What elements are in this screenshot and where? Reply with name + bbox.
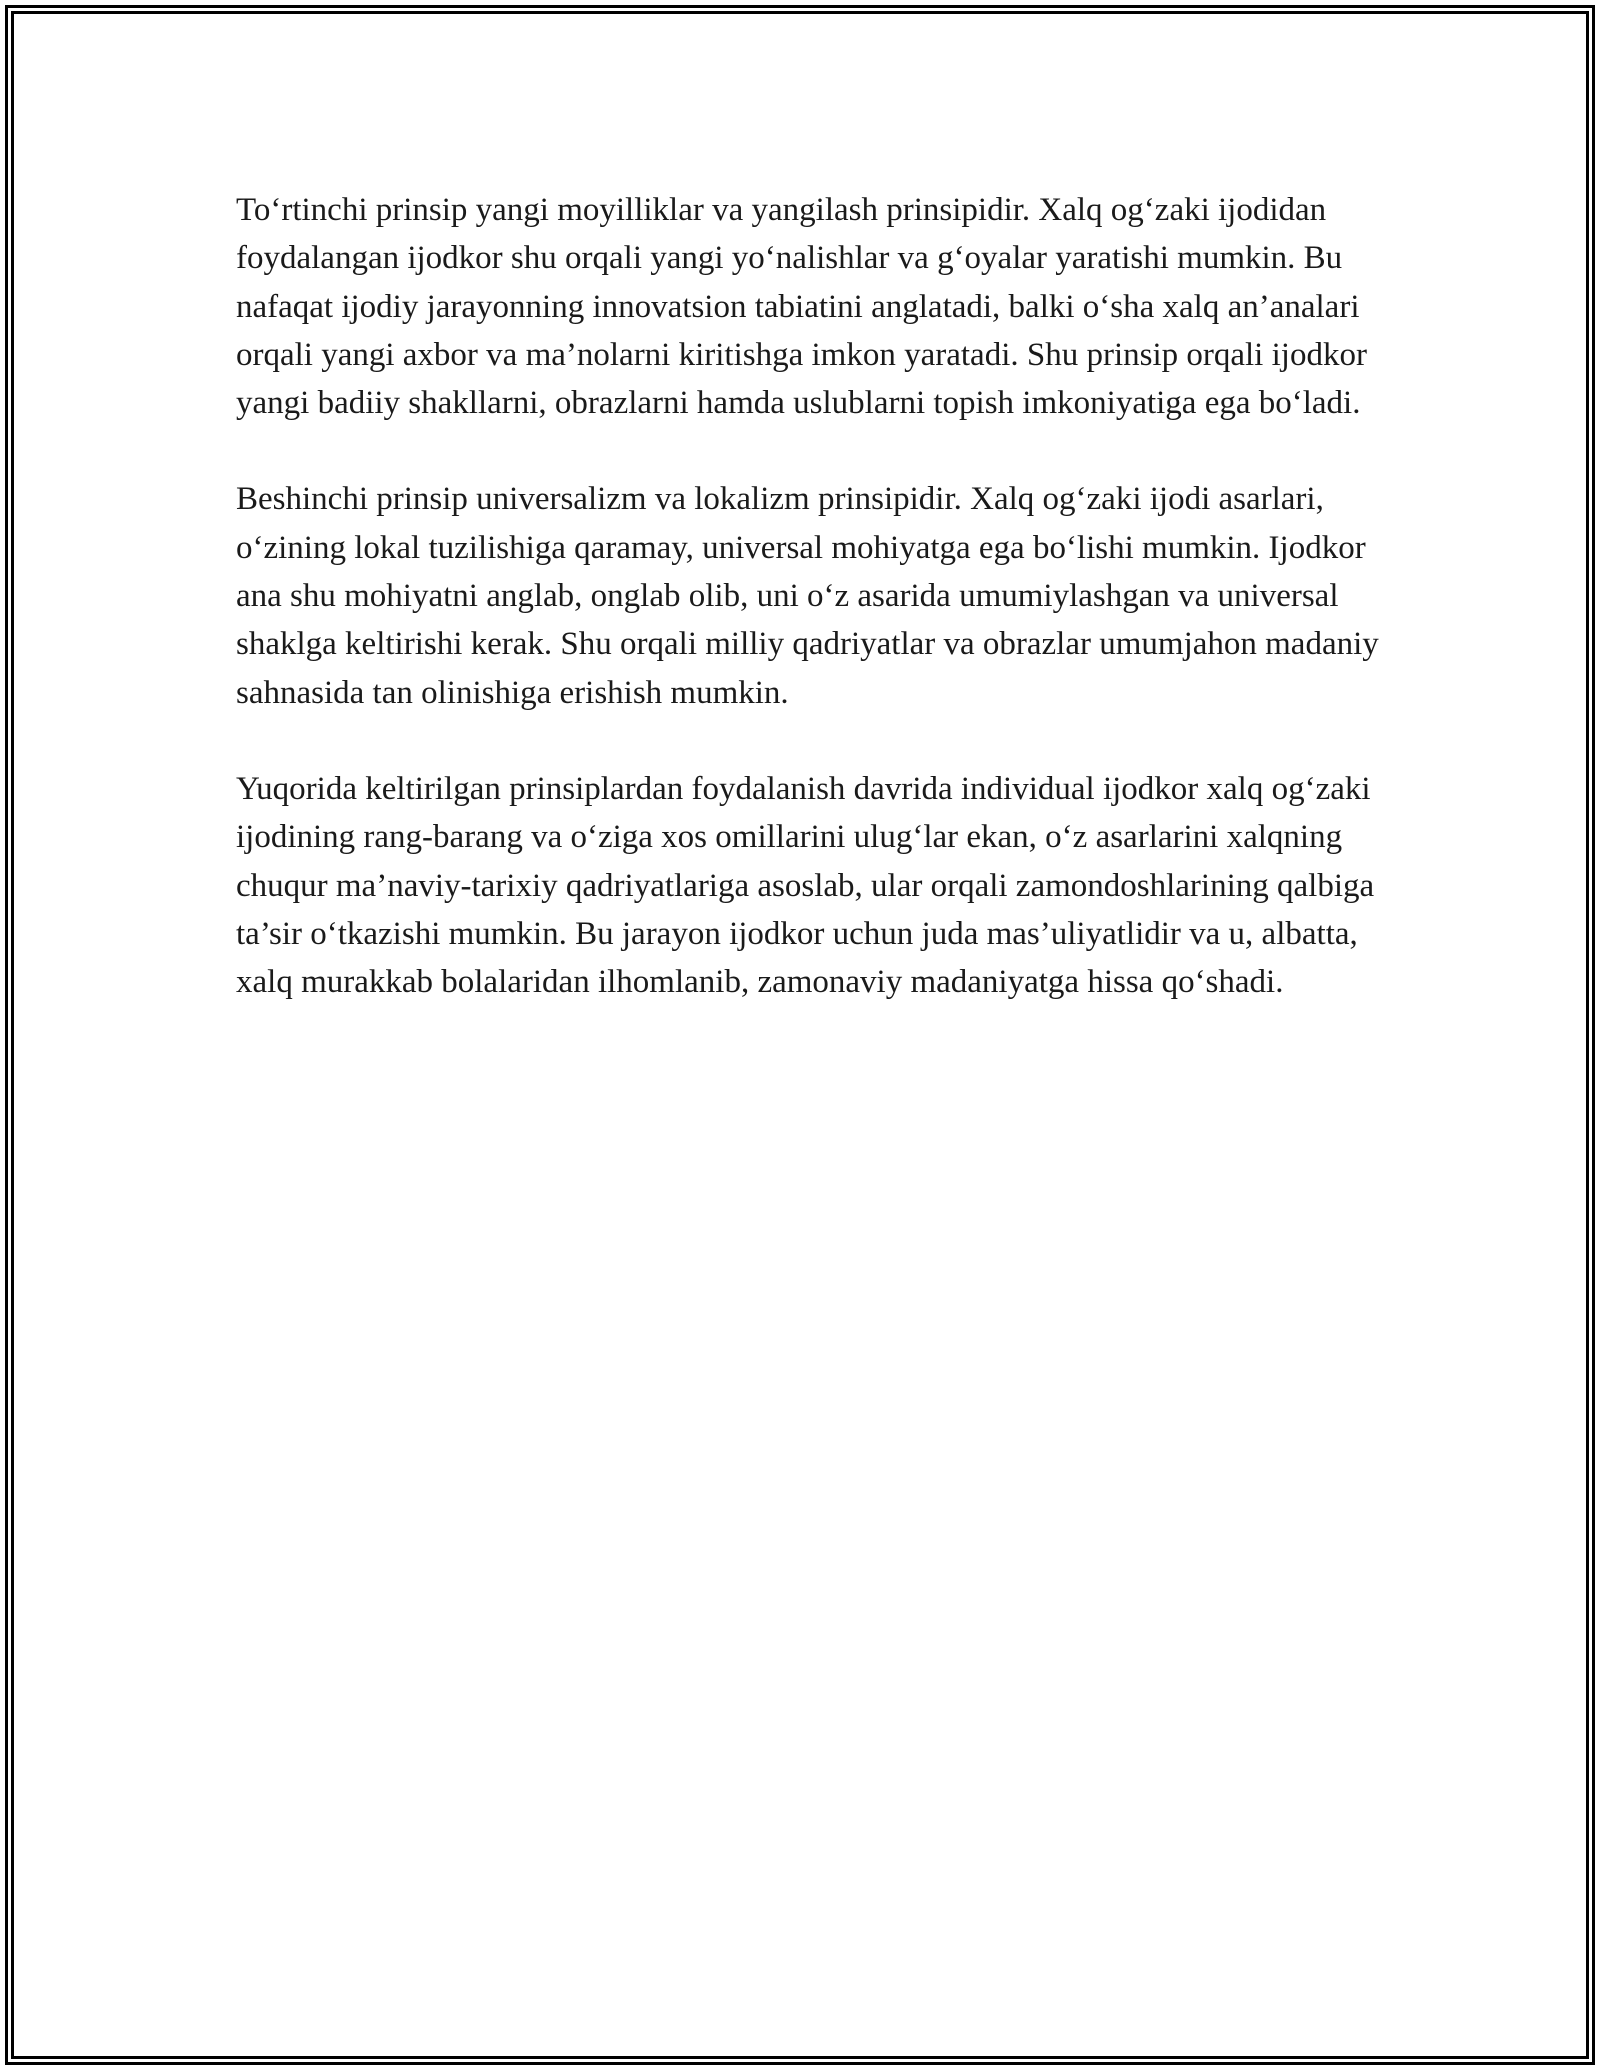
paragraph-2: Beshinchi prinsip universalizm va lokalizm prinsipidir. Xalq og‘zaki ijodi asarlari, o‘zining lokal tuzilishiga qaramay, universal mohiyatga ega bo‘lishi mumkin. Ijodkor ana shu mohiyatni anglab, onglab olib, uni o‘z asarida umumiylashgan va universal shaklga keltirishi kerak. Shu orqali milliy qadriyatlar va obrazlar umumjahon madaniy sahnasida tan olinishiga erishish mumkin. <box>236 481 1379 711</box>
paragraph-3: Yuqorida keltirilgan prinsiplardan foydalanish davrida individual ijodkor xalq og‘zaki ijodining rang-barang va o‘ziga xos omillarini ulug‘lar ekan, o‘z asarlarini xalqning chuqur ma’naviy-tarixiy qadriyatlariga asoslab, ular orqali zamondoshlarining qalbiga ta’sir o‘tkazishi mumkin. Bu jarayon ijodkor uchun juda mas’uliyatlidir va u, albatta, xalq murakkab bolalaridan ilhomlanib, zamonaviy madaniyatga hissa qo‘shadi. <box>236 770 1375 1001</box>
paragraph-1: To‘rtinchi prinsip yangi moyilliklar va yangilash prinsipidir. Xalq og‘zaki ijodidan foydalangan ijodkor shu orqali yangi yo‘nalishlar va g‘oyalar yaratishi mumkin. Bu nafaqat ijodiy jarayonning innovatsion tabiatini anglatadi, balki o‘sha xalq an’analari orqali yangi axbor va ma’nolarni kiritishga imkon yaratadi. Shu prinsip orqali ijodkor yangi badiiy shakllarni, obrazlarni hamda uslublarni topish imkoniyatiga ega bo‘ladi. <box>236 192 1367 422</box>
document-body <box>236 186 1386 1054</box>
